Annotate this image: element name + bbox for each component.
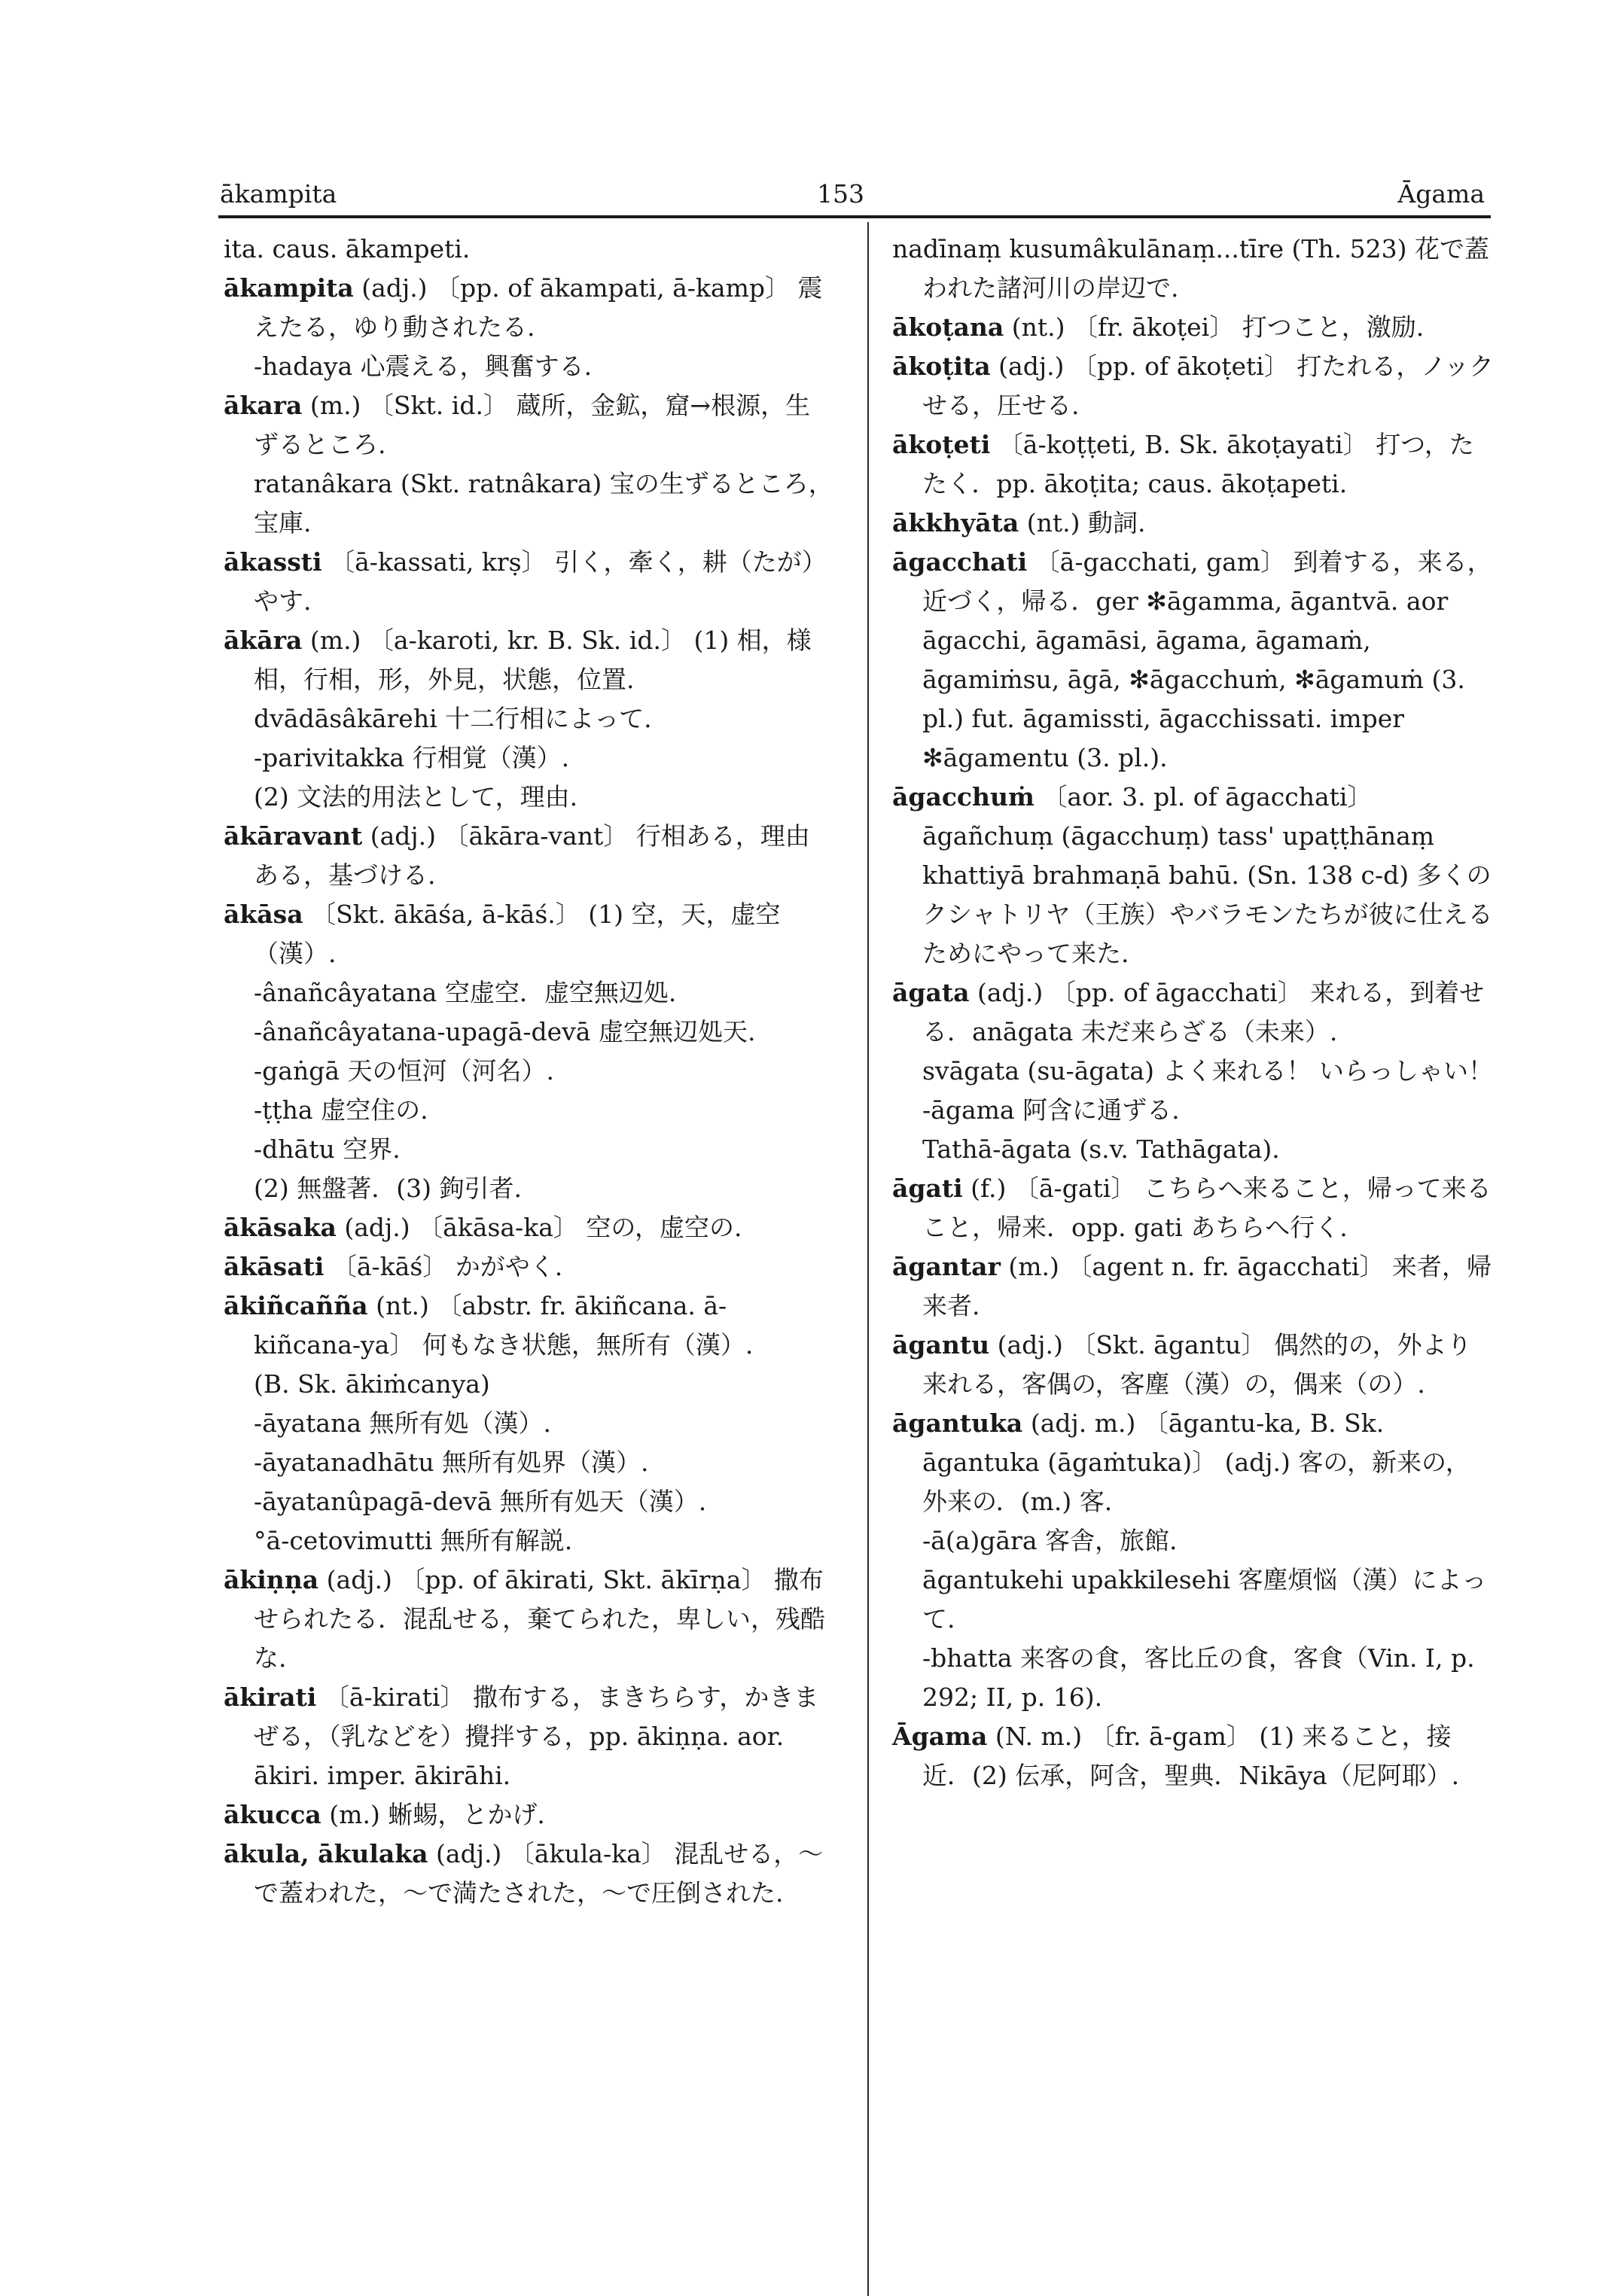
headword: ākāravant — [224, 821, 363, 851]
dictionary-entry — [892, 308, 1495, 347]
headword: ākiṇṇa — [224, 1565, 319, 1594]
left-column — [224, 230, 833, 1913]
dictionary-entry — [224, 1287, 833, 1365]
entry-definition: (adj.) 〔pp. of ākampati, ā-kamp〕 震えたる，ゆり動されたる. — [254, 273, 823, 342]
sub-entry: -bhatta 来客の食，客比丘の食，客食（Vin. I, p. 292; II, p. 16). — [922, 1643, 1475, 1712]
sub-entry: °ā-cetovimutti 無所有解説. — [254, 1526, 573, 1555]
dictionary-entry — [224, 386, 833, 464]
entry-definition: (m.) 〔a-karoti, kr. B. Sk. id.〕 (1) 相，様相，行相，形，外見，状態，位置. — [254, 626, 812, 694]
headword: ākāsaka — [224, 1213, 337, 1242]
dictionary-entry — [224, 817, 833, 895]
running-head-right: Āgama — [1397, 179, 1485, 209]
entry-definition: (adj.) 〔pp. of ākoṭeti〕 打たれる，ノックせる，圧せる. — [922, 352, 1495, 420]
headword: ākiñcañña — [224, 1291, 368, 1320]
entry-definition: (f.) 〔ā-gati〕 こちらへ来ること，帰って来ること，帰来．opp. gati あちらへ行く. — [922, 1174, 1492, 1242]
sub-entry: -parivitakka 行相覚（漢）. — [254, 743, 570, 772]
entry-definition: 〔Skt. ākāśa, ā-kāś.〕 (1) 空，天，虚空（漢）. — [254, 900, 781, 968]
entry-definition: (adj.) 〔ākula-ka〕 混乱せる，～で蓋われた，～で満たされた，～で圧倒された. — [254, 1839, 824, 1908]
headword: ākampita — [224, 273, 354, 303]
headword: ākara — [224, 391, 303, 420]
sub-entry: -āgama 阿含に通ずる. — [922, 1095, 1180, 1125]
entry-definition: 〔ā-gacchati, gam〕 到着する，来る，近づく，帰る．ger ✻āgamma, āgantvā. aor āgacchi, āgamāsi, āgama, āgamaṁ, āgamiṁsu, āgā, ✻āgacchuṁ, ✻āgamuṁ (3. pl.) fut. āgamissti, āgacchissati. imper ✻āgamentu (3. pl.). — [922, 547, 1492, 772]
headword: āgati — [892, 1174, 963, 1203]
entry-definition: 〔ā-kassati, krṣ〕 引く，牽く，耕（たが）やす. — [254, 547, 827, 616]
entry-definition: (m.) 〔agent n. fr. āgacchati〕 来者，帰来者. — [922, 1252, 1492, 1320]
sub-entry: -āyatana 無所有処（漢）. — [254, 1408, 551, 1438]
headword: ākula, ākulaka — [224, 1839, 428, 1868]
entry-definition: 〔ā-koṭṭeti, B. Sk. ākoṭayati〕 打つ，たたく．pp. ākoṭita; caus. ākoṭapeti. — [922, 430, 1474, 498]
headword: ākoṭeti — [892, 430, 991, 459]
dictionary-entry — [892, 504, 1495, 543]
headword: ākāra — [224, 626, 303, 655]
sub-entry: -ā(a)gāra 客舎，旅館. — [922, 1526, 1178, 1555]
page-header — [218, 169, 1491, 215]
headword: ākoṭita — [892, 352, 991, 381]
dictionary-entry — [224, 1835, 833, 1913]
entry-definition: 〔ā-kāś〕 かがやく. — [324, 1252, 563, 1281]
sub-entry: -ânañcâyatana-upagā-devā 虚空無辺処天. — [254, 1017, 756, 1046]
dictionary-entry — [892, 543, 1495, 778]
sub-entry: dvādāsâkārehi 十二行相によって. — [254, 704, 652, 733]
dictionary-entry — [892, 778, 1495, 817]
sub-entry: (B. Sk. ākiṁcanya) — [254, 1369, 490, 1399]
entry-definition: (adj.) 〔ākāra-vant〕 行相ある，理由ある，基づける. — [254, 821, 810, 890]
entry-definition: (adj. m.) 〔āgantu-ka, B. Sk. āgantuka (āgaṁtuka)〕 (adj.) 客の，新来の，外来の．(m.) 客. — [922, 1408, 1470, 1516]
headword: ākirati — [224, 1682, 317, 1712]
sub-entry: (2) 文法的用法として，理由. — [254, 782, 578, 812]
dictionary-entry — [892, 973, 1495, 1052]
headword: āgantu — [892, 1330, 990, 1360]
sub-entry: -hadaya 心震える，興奮する. — [254, 352, 593, 381]
dictionary-entry — [224, 1561, 833, 1678]
sub-entry: Tathā-āgata (s.v. Tathāgata). — [922, 1134, 1280, 1164]
dictionary-entry — [224, 621, 833, 699]
headword: āgata — [892, 978, 970, 1007]
entry-definition: (nt.) 動詞. — [1019, 508, 1146, 537]
dictionary-entry — [892, 1169, 1495, 1247]
headword: ākassti — [224, 547, 322, 577]
right-column — [892, 230, 1495, 1795]
headword: ākkhyāta — [892, 508, 1019, 537]
dictionary-entry — [224, 1208, 833, 1247]
continued-entry: nadīnaṃ kusumâkulānaṃ...tīre (Th. 523) 花で蓋われた諸河川の岸辺で. — [892, 234, 1489, 303]
sub-entry: -āyatanûpagā-devā 無所有処天（漢）. — [254, 1487, 707, 1516]
sub-entry: āgantukehi upakkilesehi 客塵煩悩（漢）によって. — [922, 1565, 1487, 1634]
sub-entry: -ânañcâyatana 空虚空．虚空無辺処. — [254, 978, 677, 1007]
dictionary-entry — [224, 1678, 833, 1795]
sub-entry: ratanâkara (Skt. ratnâkara) 宝の生ずるところ，宝庫. — [254, 469, 833, 537]
entry-definition: 〔aor. 3. pl. of āgacchati〕 — [1034, 782, 1373, 812]
sub-entry: -ṭṭha 虚空住の. — [254, 1095, 428, 1125]
headword: āgantar — [892, 1252, 1001, 1281]
entry-definition: (adj.) 〔pp. of ākirati, Skt. ākīrṇa〕 撒布せられたる．混乱せる，棄てられた，卑しい，残酷な. — [254, 1565, 825, 1673]
sub-entry: āgañchuṃ (āgacchuṃ) tass' upaṭṭhānaṃ khattiyā brahmaṇā bahū. (Sn. 138 c-d) 多くのクシャトリヤ（王族）やバラモンたちが彼に仕えるためにやって来た. — [922, 821, 1493, 968]
entry-definition: (m.) 〔Skt. id.〕 蔵所，金鉱，窟→根源，生ずるところ. — [254, 391, 811, 459]
headword: Āgama — [892, 1722, 988, 1751]
running-head-left: ākampita — [220, 179, 337, 209]
entry-definition: (nt.) 〔abstr. fr. ākiñcana. ā-kiñcana-ya〕 何もなき状態，無所有（漢）. — [254, 1291, 754, 1360]
dictionary-entry — [892, 347, 1495, 425]
headword: ākucca — [224, 1800, 321, 1829]
entry-definition: (m.) 蜥蜴，とかげ. — [321, 1800, 545, 1829]
dictionary-entry — [224, 895, 833, 973]
dictionary-entry — [224, 543, 833, 621]
entry-definition: (adj.) 〔ākāsa-ka〕 空の，虚空の. — [336, 1213, 742, 1242]
entry-definition: (adj.) 〔Skt. āgantu〕 偶然的の，外より来れる，客偶の，客塵（漢）の，偶来（の）. — [922, 1330, 1472, 1399]
entry-definition: 〔ā-kirati〕 撒布する，まきちらす，かきまぜる，（乳などを）攪拌する，pp. ākiṇṇa. aor. ākiri. imper. ākirāhi. — [254, 1682, 819, 1790]
headword: ākāsa — [224, 900, 303, 929]
headword: āgacchuṁ — [892, 782, 1035, 812]
dictionary-entry — [892, 1326, 1495, 1404]
dictionary-entry — [224, 1795, 833, 1835]
dictionary-entry — [224, 269, 833, 347]
header-rule — [218, 215, 1491, 218]
sub-entry: -dhātu 空界. — [254, 1134, 401, 1164]
page-number: 153 — [817, 179, 864, 209]
dictionary-entry — [892, 1717, 1495, 1795]
headword: āgantuka — [892, 1408, 1023, 1438]
headword: ākoṭana — [892, 312, 1004, 342]
entry-definition: (adj.) 〔pp. of āgacchati〕 来れる，到着せる．anāgata 未だ来らざる（未来）. — [922, 978, 1485, 1046]
headword: āgacchati — [892, 547, 1028, 577]
entry-definition: (nt.) 〔fr. ākoṭei〕 打つこと，激励. — [1004, 312, 1425, 342]
dictionary-entry — [892, 1247, 1495, 1326]
sub-entry: -gaṅgā 天の恒河（河名）. — [254, 1056, 554, 1086]
dictionary-entry — [892, 425, 1495, 504]
dictionary-entry — [892, 1404, 1495, 1521]
sub-entry: (2) 無盤著．(3) 鉤引者. — [254, 1174, 522, 1203]
sub-entry: -āyatanadhātu 無所有処界（漢）. — [254, 1448, 649, 1477]
headword: ākāsati — [224, 1252, 325, 1281]
column-divider — [867, 222, 869, 2296]
continued-entry: ita. caus. ākampeti. — [224, 234, 471, 263]
sub-entry: svāgata (su-āgata) よく来れる！ いらっしゃい！ — [922, 1056, 1493, 1086]
entry-definition: (N. m.) 〔fr. ā-gam〕 (1) 来ること，接近．(2) 伝承，阿含，聖典．Nikāya（尼阿耶）. — [922, 1722, 1460, 1790]
dictionary-entry — [224, 1247, 833, 1287]
